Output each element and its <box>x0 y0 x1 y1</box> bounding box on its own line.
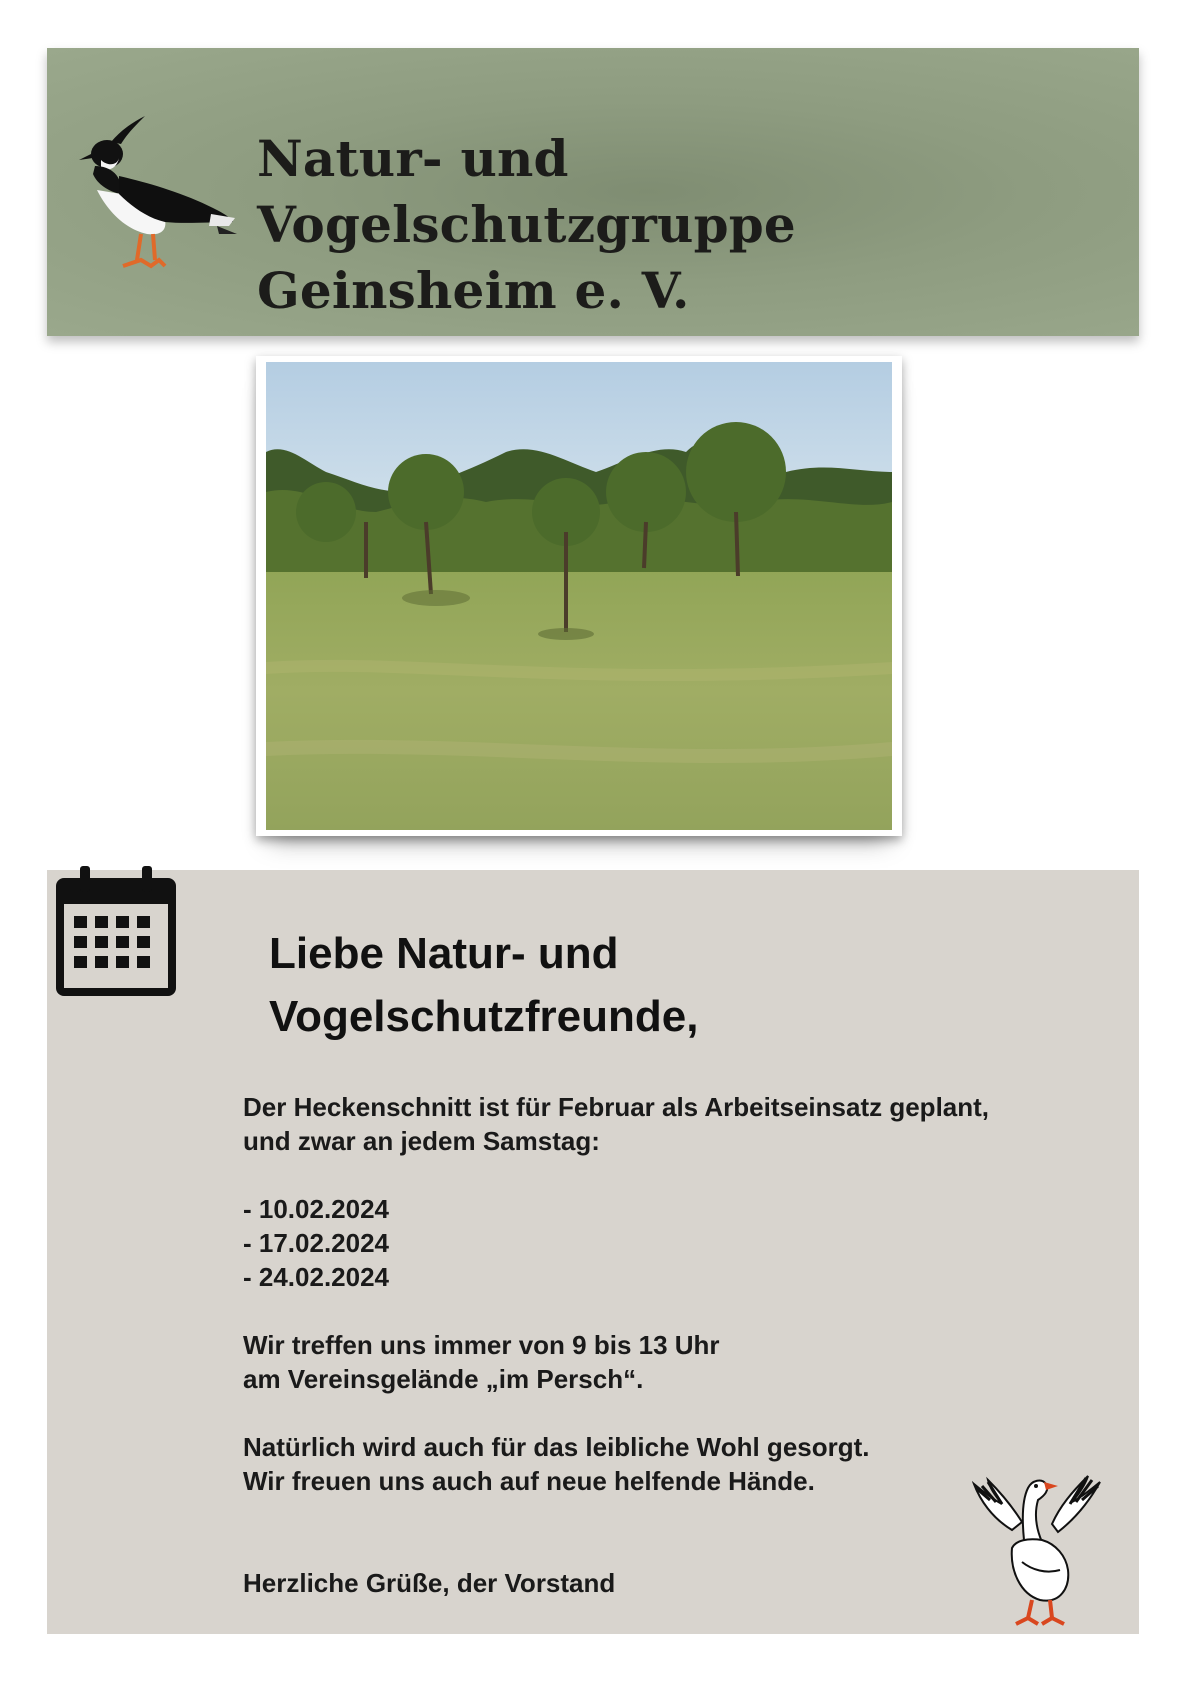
meeting-line1: Wir treffen uns immer von 9 bis 13 Uhr <box>243 1330 720 1360</box>
intro-line2: und zwar an jedem Samstag: <box>243 1126 600 1156</box>
photo-frame <box>256 356 902 836</box>
food-line1: Natürlich wird auch für das leibliche Wohl gesorgt. <box>243 1432 870 1462</box>
orchard-meadow-photo <box>266 362 892 830</box>
intro-line1: Der Heckenschnitt ist für Februar als Arbeitseinsatz geplant, <box>243 1092 990 1122</box>
organization-title-line2: Geinsheim e. V. <box>257 261 690 320</box>
greeting-line2: Vogelschutzfreunde, <box>269 992 699 1041</box>
organization-title <box>257 126 1117 324</box>
lapwing-bird-icon <box>61 110 237 276</box>
food-line2: Wir freuen uns auch auf neue helfende Hände. <box>243 1466 815 1496</box>
meeting-line2: am Vereinsgelände „im Persch“. <box>243 1364 644 1394</box>
date-item: - 10.02.2024 <box>243 1194 390 1224</box>
goose-emblem-icon <box>972 1470 1104 1630</box>
organization-title-line1: Natur- und Vogelschutzgruppe <box>257 129 796 254</box>
date-item: - 24.02.2024 <box>243 1262 390 1292</box>
date-item: - 17.02.2024 <box>243 1228 390 1258</box>
calendar-icon <box>54 864 178 1000</box>
header-banner <box>47 48 1139 336</box>
closing-signature: Herzliche Grüße, der Vorstand <box>243 1568 616 1598</box>
greeting-line1: Liebe Natur- und <box>269 929 619 978</box>
greeting-heading <box>269 922 969 1048</box>
